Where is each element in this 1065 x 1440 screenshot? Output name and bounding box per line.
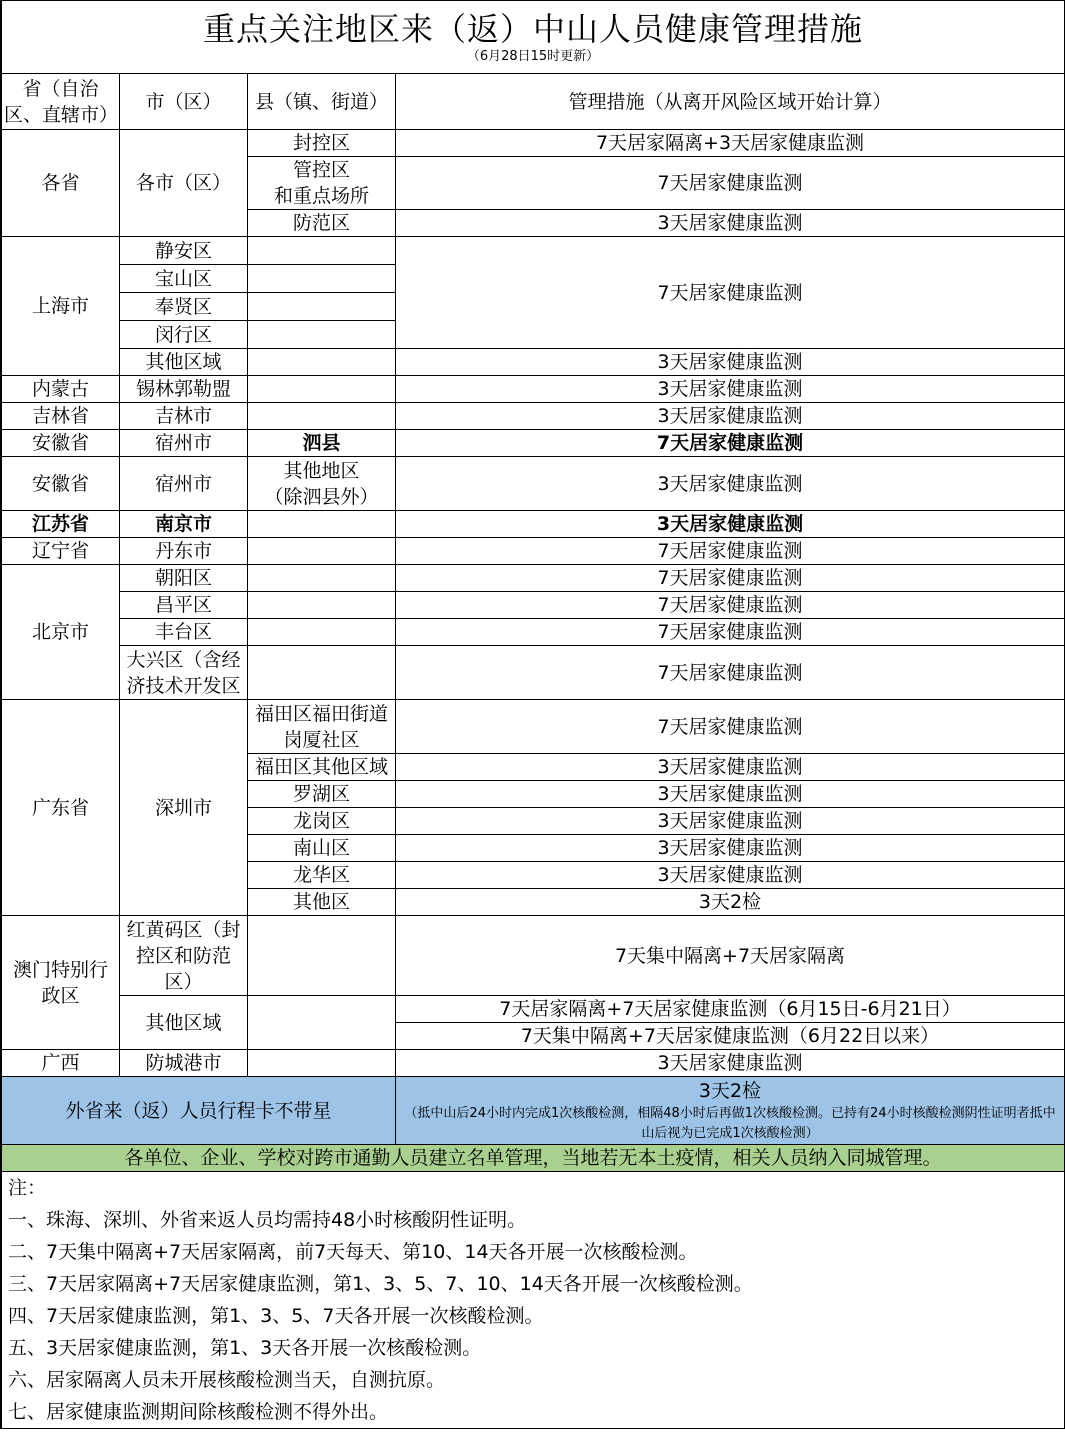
measure-cell: 3天居家健康监测 [396, 403, 1065, 430]
measure-cell: 3天居家健康监测 [396, 511, 1065, 538]
province-cell: 上海市 [2, 237, 120, 376]
city-cell: 大兴区（含经济技术开发区 [120, 646, 248, 700]
measure-cell: 3天居家健康监测 [396, 457, 1065, 511]
city-cell: 静安区 [120, 237, 248, 265]
measure-cell: 3天居家健康监测 [396, 1050, 1065, 1077]
header-city: 市（区） [120, 74, 248, 130]
county-cell [248, 996, 396, 1050]
city-cell: 宝山区 [120, 265, 248, 293]
measure-cell: 7天居家健康监测 [396, 430, 1065, 457]
county-cell [248, 646, 396, 700]
city-cell: 红黄码区（封控区和防范区） [120, 916, 248, 996]
county-cell [248, 321, 396, 349]
province-cell: 安徽省 [2, 457, 120, 511]
header-county: 县（镇、街道） [248, 74, 396, 130]
city-cell: 朝阳区 [120, 565, 248, 592]
measure-cell: 3天居家健康监测 [396, 862, 1065, 889]
note-line: 七、居家健康监测期间除核酸检测不得外出。 [8, 1401, 389, 1423]
city-cell: 吉林市 [120, 403, 248, 430]
outer-measure-detail: （抵中山后24小时内完成1次核酸检测，相隔48小时后再做1次核酸检测。已持有24小时核酸检测阴性证明者抵中山后视为已完成1次核酸检测） [404, 1105, 1056, 1141]
measure-cell: 3天居家健康监测 [396, 754, 1065, 781]
note-line: 四、7天居家健康监测，第1、3、5、7天各开展一次核酸检测。 [8, 1305, 544, 1327]
county-cell [248, 916, 396, 996]
city-cell: 深圳市 [120, 700, 248, 916]
province-cell: 澳门特别行政区 [2, 916, 120, 1050]
county-cell [248, 511, 396, 538]
county-cell [248, 265, 396, 293]
city-cell: 奉贤区 [120, 293, 248, 321]
city-cell: 昌平区 [120, 592, 248, 619]
measure-cell: 7天居家健康监测 [396, 619, 1065, 646]
province-cell: 北京市 [2, 565, 120, 700]
note-line: 六、居家隔离人员未开展核酸检测当天，自测抗原。 [8, 1369, 446, 1391]
city-cell: 防城港市 [120, 1050, 248, 1077]
city-cell: 各市（区） [120, 130, 248, 237]
county-cell: 福田区福田街道岗厦社区 [248, 700, 396, 754]
update-time: （6月28日15时更新） [466, 49, 600, 64]
commuter-banner: 各单位、企业、学校对跨市通勤人员建立名单管理，当地若无本土疫情，相关人员纳入同城管理。 [2, 1145, 1065, 1172]
city-cell: 宿州市 [120, 430, 248, 457]
measure-cell: 3天居家健康监测 [396, 210, 1065, 237]
county-cell [248, 565, 396, 592]
county-cell: 福田区其他区域 [248, 754, 396, 781]
city-cell: 其他区域 [120, 996, 248, 1050]
outer-province-label: 外省来（返）人员行程卡不带星 [2, 1077, 396, 1145]
county-cell: 其他区 [248, 889, 396, 916]
city-cell: 宿州市 [120, 457, 248, 511]
province-cell: 吉林省 [2, 403, 120, 430]
measure-cell: 7天居家健康监测 [396, 157, 1065, 210]
county-line: 和重点场所 [273, 185, 369, 207]
measure-cell: 7天居家健康监测 [396, 538, 1065, 565]
measures-table [1, 1, 1065, 1428]
measure-cell: 3天居家健康监测 [396, 376, 1065, 403]
county-cell: 防范区 [248, 210, 396, 237]
outer-province-measure [396, 1077, 1065, 1145]
city-cell: 丹东市 [120, 538, 248, 565]
measure-cell: 3天居家健康监测 [396, 781, 1065, 808]
county-cell [248, 157, 396, 210]
measure-cell: 7天居家健康监测 [396, 565, 1065, 592]
measure-cell: 7天居家隔离+7天居家健康监测（6月15日-6月21日） [396, 996, 1065, 1023]
note-line: 三、7天居家隔离+7天居家健康监测，第1、3、5、7、10、14天各开展一次核酸检测。 [8, 1273, 753, 1295]
measure-cell: 3天居家健康监测 [396, 808, 1065, 835]
measure-cell: 3天居家健康监测 [396, 835, 1065, 862]
header-province: 省（自治区、直辖市） [2, 74, 120, 130]
measure-cell: 7天集中隔离+7天居家隔离 [396, 916, 1065, 996]
note-line: 二、7天集中隔离+7天居家隔离，前7天每天、第10、14天各开展一次核酸检测。 [8, 1241, 698, 1263]
province-cell: 各省 [2, 130, 120, 237]
measure-cell: 3天居家健康监测 [396, 349, 1065, 376]
county-cell: 封控区 [248, 130, 396, 157]
measure-cell: 7天居家健康监测 [396, 592, 1065, 619]
county-cell [248, 403, 396, 430]
county-line: （除泗县外） [264, 485, 379, 508]
county-cell [248, 293, 396, 321]
notes-block [2, 1172, 1065, 1429]
province-cell: 广东省 [2, 700, 120, 916]
province-cell: 江苏省 [2, 511, 120, 538]
measure-cell: 7天集中隔离+7天居家健康监测（6月22日以来） [396, 1023, 1065, 1050]
city-cell: 南京市 [120, 511, 248, 538]
city-cell: 锡林郭勒盟 [120, 376, 248, 403]
county-cell [248, 538, 396, 565]
measure-cell: 7天居家隔离+3天居家健康监测 [396, 130, 1065, 157]
outer-measure-title: 3天2检 [698, 1079, 762, 1102]
header-measure: 管理措施（从离开风险区域开始计算） [396, 74, 1065, 130]
note-line: 五、3天居家健康监测，第1、3天各开展一次核酸检测。 [8, 1337, 482, 1359]
county-cell [248, 1050, 396, 1077]
county-cell: 泗县 [248, 430, 396, 457]
page-title: 重点关注地区来（返）中山人员健康管理措施 [203, 10, 864, 48]
county-cell [248, 376, 396, 403]
province-cell: 内蒙古 [2, 376, 120, 403]
measure-cell: 7天居家健康监测 [396, 237, 1065, 349]
county-cell: 南山区 [248, 835, 396, 862]
county-cell [248, 592, 396, 619]
province-cell: 辽宁省 [2, 538, 120, 565]
county-cell [248, 457, 396, 511]
province-cell: 安徽省 [2, 430, 120, 457]
city-cell: 丰台区 [120, 619, 248, 646]
city-cell: 闵行区 [120, 321, 248, 349]
note-line: 一、珠海、深圳、外省来返人员均需持48小时核酸阴性证明。 [8, 1209, 527, 1231]
county-line: 管控区 [292, 159, 350, 181]
county-cell [248, 619, 396, 646]
county-cell: 龙岗区 [248, 808, 396, 835]
measure-cell: 3天2检 [396, 889, 1065, 916]
measure-cell: 7天居家健康监测 [396, 646, 1065, 700]
title-cell [2, 1, 1065, 74]
county-cell [248, 237, 396, 265]
county-cell [248, 349, 396, 376]
county-cell: 罗湖区 [248, 781, 396, 808]
city-cell: 其他区域 [120, 349, 248, 376]
county-line: 其他地区 [283, 459, 360, 482]
measure-cell: 7天居家健康监测 [396, 700, 1065, 754]
note-line: 注： [8, 1177, 47, 1199]
province-cell: 广西 [2, 1050, 120, 1077]
county-cell: 龙华区 [248, 862, 396, 889]
